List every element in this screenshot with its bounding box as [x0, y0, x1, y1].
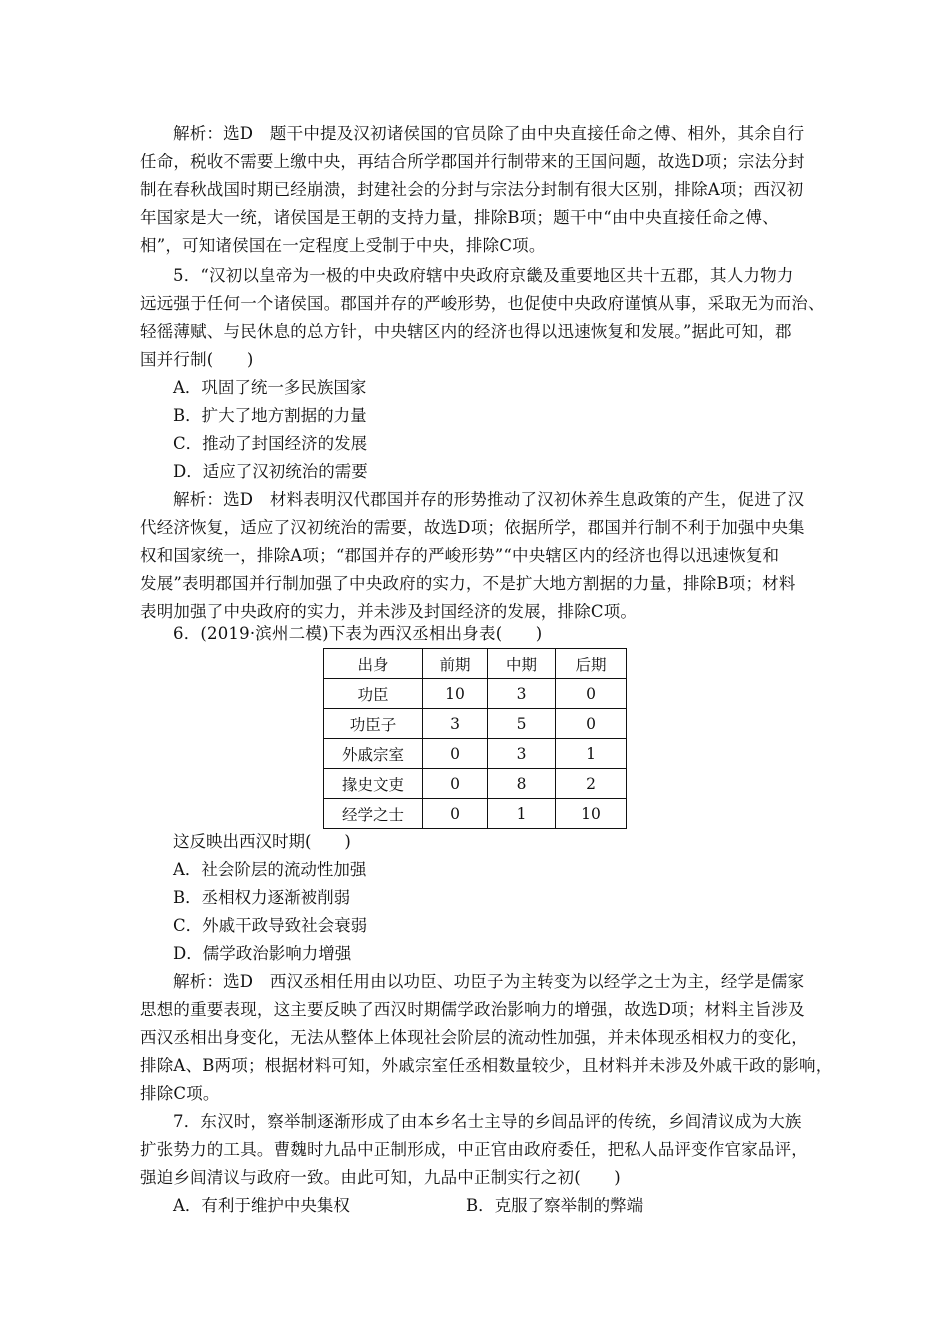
table-cell: 10 [423, 679, 488, 709]
q6-option-d[interactable]: D．儒学政治影响力增强 [173, 944, 352, 963]
table-row [324, 679, 627, 709]
text-line: 远远强于任何一个诸侯国。郡国并存的严峻形势，也促使中央政府谨慎从事，采取无为而治、 [140, 294, 825, 313]
table-cell: 0 [423, 739, 488, 769]
q5-option-c[interactable]: C．推动了封国经济的发展 [173, 434, 368, 453]
table-row [324, 769, 627, 799]
text-line: 排除A、B两项；根据材料可知，外戚宗室任丞相数量较少，且材料并未涉及外戚干政的影响， [140, 1056, 833, 1075]
table-cell: 外戚宗室 [324, 739, 423, 769]
table-cell: 5 [488, 709, 556, 739]
text-line: 表明加强了中央政府的实力，并未涉及封国经济的发展，排除C项。 [140, 602, 638, 621]
q5-option-d[interactable]: D．适应了汉初统治的需要 [173, 462, 368, 481]
table-cell: 功臣子 [324, 709, 423, 739]
table-cell: 3 [488, 679, 556, 709]
text-line: 国并行制( ) [140, 350, 254, 369]
q6-option-a[interactable]: A．社会阶层的流动性加强 [173, 860, 367, 879]
table-cell: 掾史文吏 [324, 769, 423, 799]
table-cell: 0 [556, 709, 627, 739]
text-line: 代经济恢复，适应了汉初统治的需要，故选D项；依据所学，郡国并行制不利于加强中央集 [140, 518, 805, 537]
table-header: 出身 [324, 649, 423, 679]
q5-option-b[interactable]: B．扩大了地方割据的力量 [173, 406, 367, 425]
text-line: 6．(2019·滨州二模)下表为西汉丞相出身表( ) [173, 624, 543, 643]
table-cell: 8 [488, 769, 556, 799]
table-row [324, 799, 627, 829]
table-header: 前期 [423, 649, 488, 679]
table-cell: 0 [423, 799, 488, 829]
analysis-q6 [140, 968, 833, 1108]
q6-option-b[interactable]: B．丞相权力逐渐被削弱 [173, 888, 351, 907]
text-line: 相”，可知诸侯国在一定程度上受制于中央，排除C项。 [140, 236, 546, 255]
table-row [324, 739, 627, 769]
text-line: 制在春秋战国时期已经崩溃，封建社会的分封与宗法分封制有很大区别，排除A项；西汉初 [140, 180, 804, 199]
q6-question-line: 这反映出西汉时期( ) [173, 832, 351, 851]
analysis-q4 [140, 120, 820, 260]
text-line: 7．东汉时，察举制逐渐形成了由本乡名士主导的乡闾品评的传统，乡闾清议成为大族 [173, 1112, 802, 1131]
table-cell: 2 [556, 769, 627, 799]
text-line: 扩张势力的工具。曹魏时九品中正制形成，中正官由政府委任，把私人品评变作官家品评， [140, 1140, 808, 1159]
chancellor-origin-table [323, 648, 627, 829]
q7-option-a[interactable]: A．有利于维护中央集权 [173, 1196, 350, 1215]
text-line: 解析：选D 西汉丞相任用由以功臣、功臣子为主转变为以经学之士为主，经学是儒家 [173, 972, 805, 991]
text-line: 5．“汉初以皇帝为一极的中央政府辖中央政府京畿及重要地区共十五郡，其人力物力 [173, 266, 794, 285]
table-cell: 0 [556, 679, 627, 709]
table-header-row [324, 649, 627, 679]
text-line: 西汉丞相出身变化，无法从整体上体现社会阶层的流动性加强，并未体现丞相权力的变化， [140, 1028, 808, 1047]
table-header: 中期 [488, 649, 556, 679]
text-line: 解析：选D 材料表明汉代郡国并存的形势推动了汉初休养生息政策的产生，促进了汉 [173, 490, 805, 509]
question-5-stem [140, 262, 825, 374]
q5-option-a[interactable]: A．巩固了统一多民族国家 [173, 378, 367, 397]
text-line: 思想的重要表现，这主要反映了西汉时期儒学政治影响力的增强，故选D项；材料主旨涉及 [140, 1000, 805, 1019]
table-header: 后期 [556, 649, 627, 679]
text-line: 任命，税收不需要上缴中央，再结合所学郡国并行制带来的王国问题，故选D项；宗法分封 [140, 152, 805, 171]
q7-option-b[interactable]: B．克服了察举制的弊端 [466, 1196, 644, 1215]
q6-option-c[interactable]: C．外戚干政导致社会衰弱 [173, 916, 368, 935]
text-line: 发展”表明郡国并行制加强了中央政府的实力，不是扩大地方割据的力量，排除B项；材料 [140, 574, 796, 593]
question-7-stem [140, 1108, 820, 1192]
analysis-q5 [140, 486, 820, 626]
table-cell: 1 [488, 799, 556, 829]
table-cell: 1 [556, 739, 627, 769]
table-cell: 3 [488, 739, 556, 769]
table-cell: 3 [423, 709, 488, 739]
question-6-stem [140, 620, 820, 648]
text-line: 权和国家统一，排除A项；“郡国并存的严峻形势”“中央辖区内的经济也得以迅速恢复和 [140, 546, 780, 565]
text-line: 解析：选D 题干中提及汉初诸侯国的官员除了由中央直接任命之傅、相外，其余自行 [173, 124, 805, 143]
text-line: 强迫乡闾清议与政府一致。由此可知，九品中正制实行之初( ) [140, 1168, 621, 1187]
table-row [324, 709, 627, 739]
table-cell: 功臣 [324, 679, 423, 709]
table-cell: 10 [556, 799, 627, 829]
text-line: 排除C项。 [140, 1084, 220, 1103]
table-cell: 经学之士 [324, 799, 423, 829]
text-line: 年国家是大一统，诸侯国是王朝的支持力量，排除B项；题干中“由中央直接任命之傅、 [140, 208, 779, 227]
table-cell: 0 [423, 769, 488, 799]
text-line: 轻徭薄赋、与民休息的总方针，中央辖区内的经济也得以迅速恢复和发展。”据此可知，郡 [140, 322, 792, 341]
